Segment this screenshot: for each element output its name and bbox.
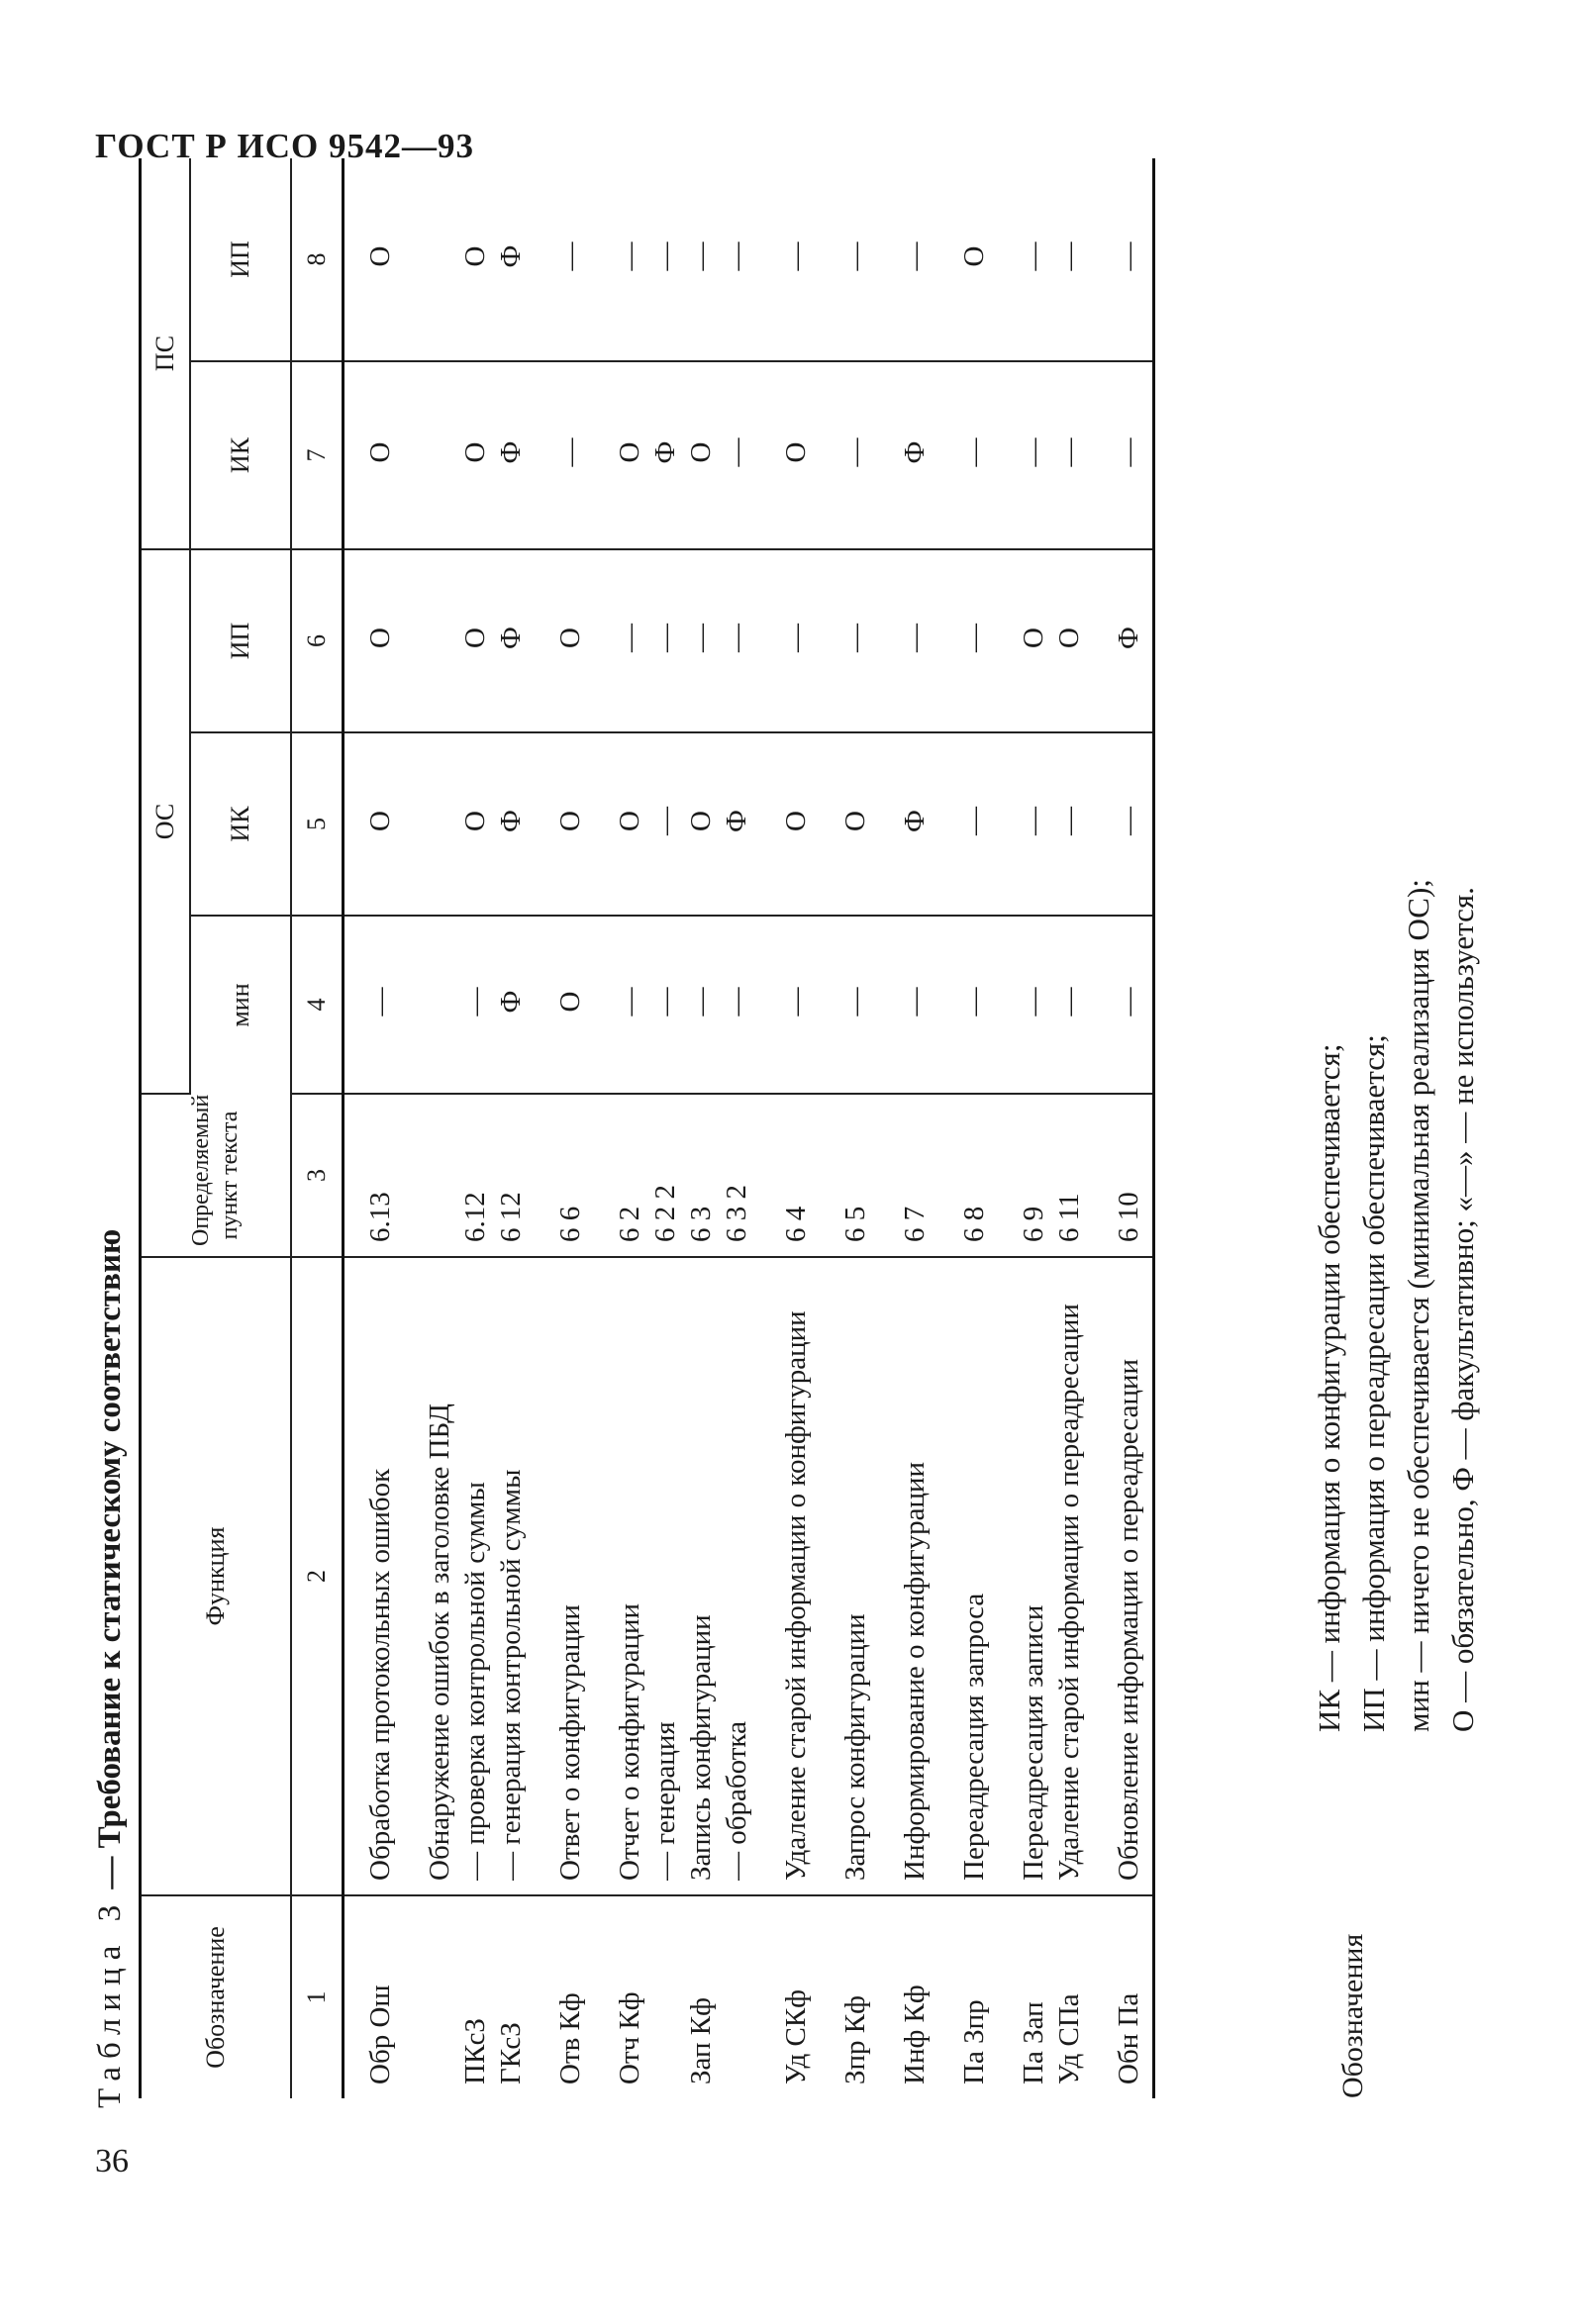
os-min-value: — (459, 987, 491, 1017)
ps-ik-cell (760, 361, 820, 549)
os-ik-value (422, 741, 457, 901)
header-os-min: мин (190, 916, 291, 1094)
os-ip-cell (820, 549, 879, 732)
designation-value: Па Зпр (958, 1999, 990, 2084)
os-ik-cell (1093, 732, 1154, 916)
clause-value: 6 3 (685, 1206, 717, 1242)
os-ip-cell (535, 549, 594, 732)
ps-ik-value: О (614, 441, 645, 463)
ps-ip-value: — (554, 242, 586, 271)
ps-ip-value: — (649, 242, 681, 271)
os-ik-value: О (459, 811, 491, 831)
os-ip-value: О (554, 628, 586, 648)
os-min-value: — (685, 987, 717, 1017)
os-ip-value (422, 558, 457, 718)
function-cell (760, 1257, 820, 1895)
os-ip-value: Ф (495, 627, 527, 649)
os-min-value: — (1113, 987, 1144, 1017)
os-ip-cell (1093, 549, 1154, 732)
ps-ik-cell (535, 361, 594, 549)
os-ik-cell (938, 732, 998, 916)
rotated-table-area (84, 114, 1510, 2128)
os-ip-cell (938, 549, 998, 732)
clause-cell (998, 1094, 1093, 1257)
clause-cell (879, 1094, 938, 1257)
os-ip-value: О (1053, 628, 1085, 648)
os-ik-value: — (1018, 807, 1049, 835)
os-ip-cell (344, 549, 405, 732)
ps-ip-value: — (899, 242, 931, 271)
clause-cell (344, 1094, 405, 1257)
designation-cell (760, 1895, 820, 2098)
ps-ip-value: — (721, 242, 752, 271)
os-ik-cell (404, 732, 535, 916)
os-ip-value: — (721, 624, 752, 652)
ps-ip-cell (760, 158, 820, 361)
os-min-cell (998, 916, 1093, 1094)
clause-value: 6 4 (780, 1206, 812, 1242)
ps-ik-value: О (685, 441, 717, 463)
os-ip-value: — (780, 624, 812, 652)
clause-cell (938, 1094, 998, 1257)
designation-cell (998, 1895, 1093, 2098)
os-ik-value: — (1113, 807, 1144, 835)
designation-value: Отч Кф (614, 1991, 645, 2084)
designation-value: ГКсЗ (495, 2022, 527, 2084)
os-ik-value: О (614, 811, 645, 831)
table-row (998, 158, 1093, 2098)
header-os: ОС (141, 549, 191, 1094)
function-cell (938, 1257, 998, 1895)
header-ps-ik: ИК (190, 361, 291, 549)
designation-value: Зпр Кф (839, 1995, 871, 2084)
clause-cell (820, 1094, 879, 1257)
function-value: Переадресация записи (1018, 1604, 1049, 1881)
ps-ip-cell (404, 158, 535, 361)
clause-value: 6 7 (899, 1206, 931, 1242)
legend-line: О — обязательно, Ф — факультативно; «—» — не используется. (1445, 887, 1480, 1732)
os-min-value: — (839, 987, 871, 1017)
os-ik-cell (760, 732, 820, 916)
clause-value: 6 3 2 (721, 1185, 752, 1242)
ps-ip-cell (998, 158, 1093, 361)
function-value: Обработка протокольных ошибок (364, 1468, 396, 1881)
os-min-value: — (614, 987, 645, 1017)
os-ik-cell (594, 732, 760, 916)
os-ik-cell (998, 732, 1093, 916)
function-value: Запись конфигурации (685, 1614, 717, 1881)
os-ip-cell (760, 549, 820, 732)
os-min-cell (594, 916, 760, 1094)
os-ik-value: — (649, 807, 681, 835)
table-row (594, 158, 760, 2098)
designation-value: Обн Па (1113, 1992, 1144, 2084)
function-cell (535, 1257, 594, 1895)
clause-value: 6 9 (1018, 1206, 1049, 1242)
os-ik-value: — (958, 807, 990, 835)
os-min-value: О (554, 991, 586, 1013)
header-ps: ПС (141, 158, 191, 549)
ps-ik-cell (998, 361, 1093, 549)
designation-value (422, 1904, 457, 2084)
designation-cell (594, 1895, 760, 2098)
column-number: 2 (291, 1257, 344, 1895)
function-value: Обнаружение ошибок в заголовке ПБД (424, 1404, 455, 1881)
os-ik-value: О (780, 811, 812, 831)
designation-cell (1093, 1895, 1154, 2098)
legend-lines (1307, 879, 1485, 1732)
os-min-value: — (958, 987, 990, 1017)
clause-value: 6.12 (459, 1192, 491, 1242)
ps-ik-value: О (459, 441, 491, 463)
os-ip-cell (879, 549, 938, 732)
legend-line: ИК — информация о конфигурации обеспечивается; (1312, 1043, 1346, 1732)
designation-value: ПКсЗ (459, 2018, 491, 2084)
ps-ip-value: О (958, 245, 990, 267)
os-ik-cell (820, 732, 879, 916)
ps-ip-value: — (685, 242, 717, 271)
designation-value: Зап Кф (685, 1997, 717, 2084)
table-caption-title: — Требование к статическому соответствию (92, 1228, 128, 1889)
designation-cell (404, 1895, 535, 2098)
function-value: Отчет о конфигурации (614, 1602, 645, 1881)
table-caption (92, 1229, 129, 2108)
ps-ik-cell (820, 361, 879, 549)
legend-line: ИП — информация о переадресации обеспечивается; (1356, 1034, 1391, 1732)
os-ik-cell (535, 732, 594, 916)
ps-ip-value: — (780, 242, 812, 271)
clause-cell (1093, 1094, 1154, 1257)
document-header: ГОСТ Р ИСО 9542—93 (95, 127, 475, 165)
legend (1307, 158, 1505, 2098)
designation-value: Уд СКф (780, 1989, 812, 2084)
function-value: Информирование о конфигурации (899, 1461, 931, 1881)
ps-ik-cell (344, 361, 405, 549)
os-min-cell (879, 916, 938, 1094)
conformance-table (139, 158, 1155, 2098)
os-min-cell (535, 916, 594, 1094)
os-min-value: — (721, 987, 752, 1017)
header-os-ip: ИП (190, 549, 291, 732)
os-min-value: — (364, 987, 396, 1017)
table-row (820, 158, 879, 2098)
ps-ip-value: О (364, 245, 396, 267)
function-cell (404, 1257, 535, 1895)
os-ip-cell (998, 549, 1093, 732)
ps-ip-value: — (839, 242, 871, 271)
clause-cell (535, 1094, 594, 1257)
function-cell (594, 1257, 760, 1895)
os-min-value: — (1018, 987, 1049, 1017)
ps-ik-cell (404, 361, 535, 549)
ps-ik-value: Ф (495, 440, 527, 464)
ps-ip-value: — (614, 242, 645, 271)
os-min-cell (1093, 916, 1154, 1094)
os-min-cell (760, 916, 820, 1094)
ps-ip-value: Ф (495, 244, 527, 268)
os-ip-value: — (649, 624, 681, 652)
ps-ik-cell (879, 361, 938, 549)
os-min-value (422, 924, 457, 1079)
function-value: Удаление старой информации о конфигурации (780, 1310, 812, 1881)
ps-ik-value (422, 370, 457, 534)
conformance-table-wrapper (139, 158, 1292, 2098)
page-number: 36 (95, 2143, 129, 2179)
ps-ik-cell (1093, 361, 1154, 549)
ps-ip-cell (344, 158, 405, 361)
ps-ip-cell (879, 158, 938, 361)
os-ip-cell (594, 549, 760, 732)
table-row (404, 158, 535, 2098)
table-row (535, 158, 594, 2098)
designation-value: Уд СПа (1053, 1993, 1085, 2084)
column-number: 7 (291, 361, 344, 549)
function-value: Удаление старой информации о переадресации (1053, 1304, 1085, 1881)
designation-cell (879, 1895, 938, 2098)
function-value: Переадресация запроса (958, 1593, 990, 1881)
os-ip-value: — (614, 624, 645, 652)
ps-ik-cell (594, 361, 760, 549)
header-designation: Обозначение (141, 1895, 292, 2098)
legend-title: Обозначения (1336, 1933, 1369, 2098)
designation-value: Инф Кф (899, 1985, 931, 2084)
clause-value (422, 1103, 457, 1242)
os-min-cell (404, 916, 535, 1094)
column-number: 5 (291, 732, 344, 916)
ps-ik-value: О (364, 441, 396, 463)
clause-cell (760, 1094, 820, 1257)
function-cell (879, 1257, 938, 1895)
os-min-value: — (780, 987, 812, 1017)
ps-ip-value: О (459, 245, 491, 267)
designation-value: Отв Кф (554, 1992, 586, 2084)
os-ip-cell (404, 549, 535, 732)
designation-cell (344, 1895, 405, 2098)
ps-ik-value: — (554, 437, 586, 467)
os-min-value: — (899, 987, 931, 1017)
designation-value (719, 1904, 754, 2084)
function-value: Запрос конфигурации (839, 1613, 871, 1881)
clause-value: 6 5 (839, 1206, 871, 1242)
clause-value: 6 10 (1113, 1192, 1144, 1242)
os-ik-cell (344, 732, 405, 916)
designation-cell (938, 1895, 998, 2098)
designation-value: Па Зап (1018, 2001, 1049, 2084)
function-cell (1093, 1257, 1154, 1895)
ps-ik-value: Ф (649, 440, 681, 464)
column-number: 6 (291, 549, 344, 732)
clause-value: 6 2 (614, 1206, 645, 1242)
table-body (344, 158, 1154, 2098)
ps-ip-cell (1093, 158, 1154, 361)
os-ip-value: — (958, 624, 990, 652)
table-row (760, 158, 820, 2098)
ps-ip-cell (820, 158, 879, 361)
table-row (344, 158, 405, 2098)
os-ip-value: О (1018, 628, 1049, 648)
os-ik-value: Ф (721, 810, 752, 832)
os-ip-value: — (685, 624, 717, 652)
clause-value: 6 6 (554, 1206, 586, 1242)
table-row (938, 158, 998, 2098)
os-min-value: — (1053, 987, 1085, 1017)
column-number: 4 (291, 916, 344, 1094)
column-number: 8 (291, 158, 344, 361)
os-ip-value: — (839, 624, 871, 652)
function-value: — обработка (721, 1721, 752, 1881)
function-cell (344, 1257, 405, 1895)
designation-value (647, 1904, 683, 2084)
os-ik-cell (879, 732, 938, 916)
ps-ip-value: — (1018, 242, 1049, 271)
header-function: Функция (141, 1257, 292, 1895)
os-min-cell (344, 916, 405, 1094)
header-clause: Определяемый пункт текста (141, 1094, 292, 1257)
clause-value: 6 11 (1053, 1193, 1085, 1242)
os-min-value: — (649, 987, 681, 1017)
ps-ik-value: — (1053, 437, 1085, 467)
ps-ip-value (422, 166, 457, 346)
ps-ip-cell (938, 158, 998, 361)
clause-value: 6 2 2 (649, 1185, 681, 1242)
ps-ik-value: Ф (899, 440, 931, 464)
clause-value: 6.13 (364, 1192, 396, 1242)
table-caption-number: Таблица 3 (92, 1896, 128, 2108)
os-min-cell (938, 916, 998, 1094)
designation-value: Обр Ош (364, 1985, 396, 2084)
ps-ik-value: О (780, 441, 812, 463)
ps-ip-cell (535, 158, 594, 361)
column-number: 1 (291, 1895, 344, 2098)
os-ip-value: — (899, 624, 931, 652)
designation-cell (820, 1895, 879, 2098)
function-cell (820, 1257, 879, 1895)
os-ik-value: О (554, 811, 586, 831)
ps-ik-value: — (958, 437, 990, 467)
os-min-value: Ф (495, 990, 527, 1014)
ps-ip-value: — (1053, 242, 1085, 271)
ps-ip-value: — (1113, 242, 1144, 271)
designation-cell (535, 1895, 594, 2098)
function-value: — генерация контрольной суммы (495, 1469, 527, 1881)
header-ps-ip: ИП (190, 158, 291, 361)
os-ip-value: Ф (1113, 627, 1144, 649)
os-ik-value: — (1053, 807, 1085, 835)
clause-value: 6 12 (495, 1192, 527, 1242)
ps-ik-value: — (839, 437, 871, 467)
header-os-ik: ИК (190, 732, 291, 916)
function-value: Ответ о конфигурации (554, 1604, 586, 1881)
ps-ik-value: — (1113, 437, 1144, 467)
ps-ik-value: — (1018, 437, 1049, 467)
ps-ip-cell (594, 158, 760, 361)
function-cell (998, 1257, 1093, 1895)
column-number: 3 (291, 1094, 344, 1257)
os-ik-value: О (839, 811, 871, 831)
os-min-cell (820, 916, 879, 1094)
os-ik-value: О (685, 811, 717, 831)
legend-line: мин — ничего не обеспечивается (минимальная реализация ОС); (1401, 879, 1435, 1732)
os-ik-value: Ф (495, 810, 527, 832)
ps-ik-value: — (721, 437, 752, 467)
function-value: — генерация (649, 1721, 681, 1881)
os-ip-value: О (364, 628, 396, 648)
table-row (879, 158, 938, 2098)
os-ip-value: О (459, 628, 491, 648)
os-ik-value: Ф (899, 810, 931, 832)
function-value: — проверка контрольной суммы (459, 1482, 491, 1881)
clause-cell (594, 1094, 760, 1257)
function-value: Обновление информации о переадресации (1113, 1359, 1144, 1881)
os-ik-value: О (364, 811, 396, 831)
clause-cell (404, 1094, 535, 1257)
table-row (1093, 158, 1154, 2098)
clause-value: 6 8 (958, 1206, 990, 1242)
ps-ik-cell (938, 361, 998, 549)
